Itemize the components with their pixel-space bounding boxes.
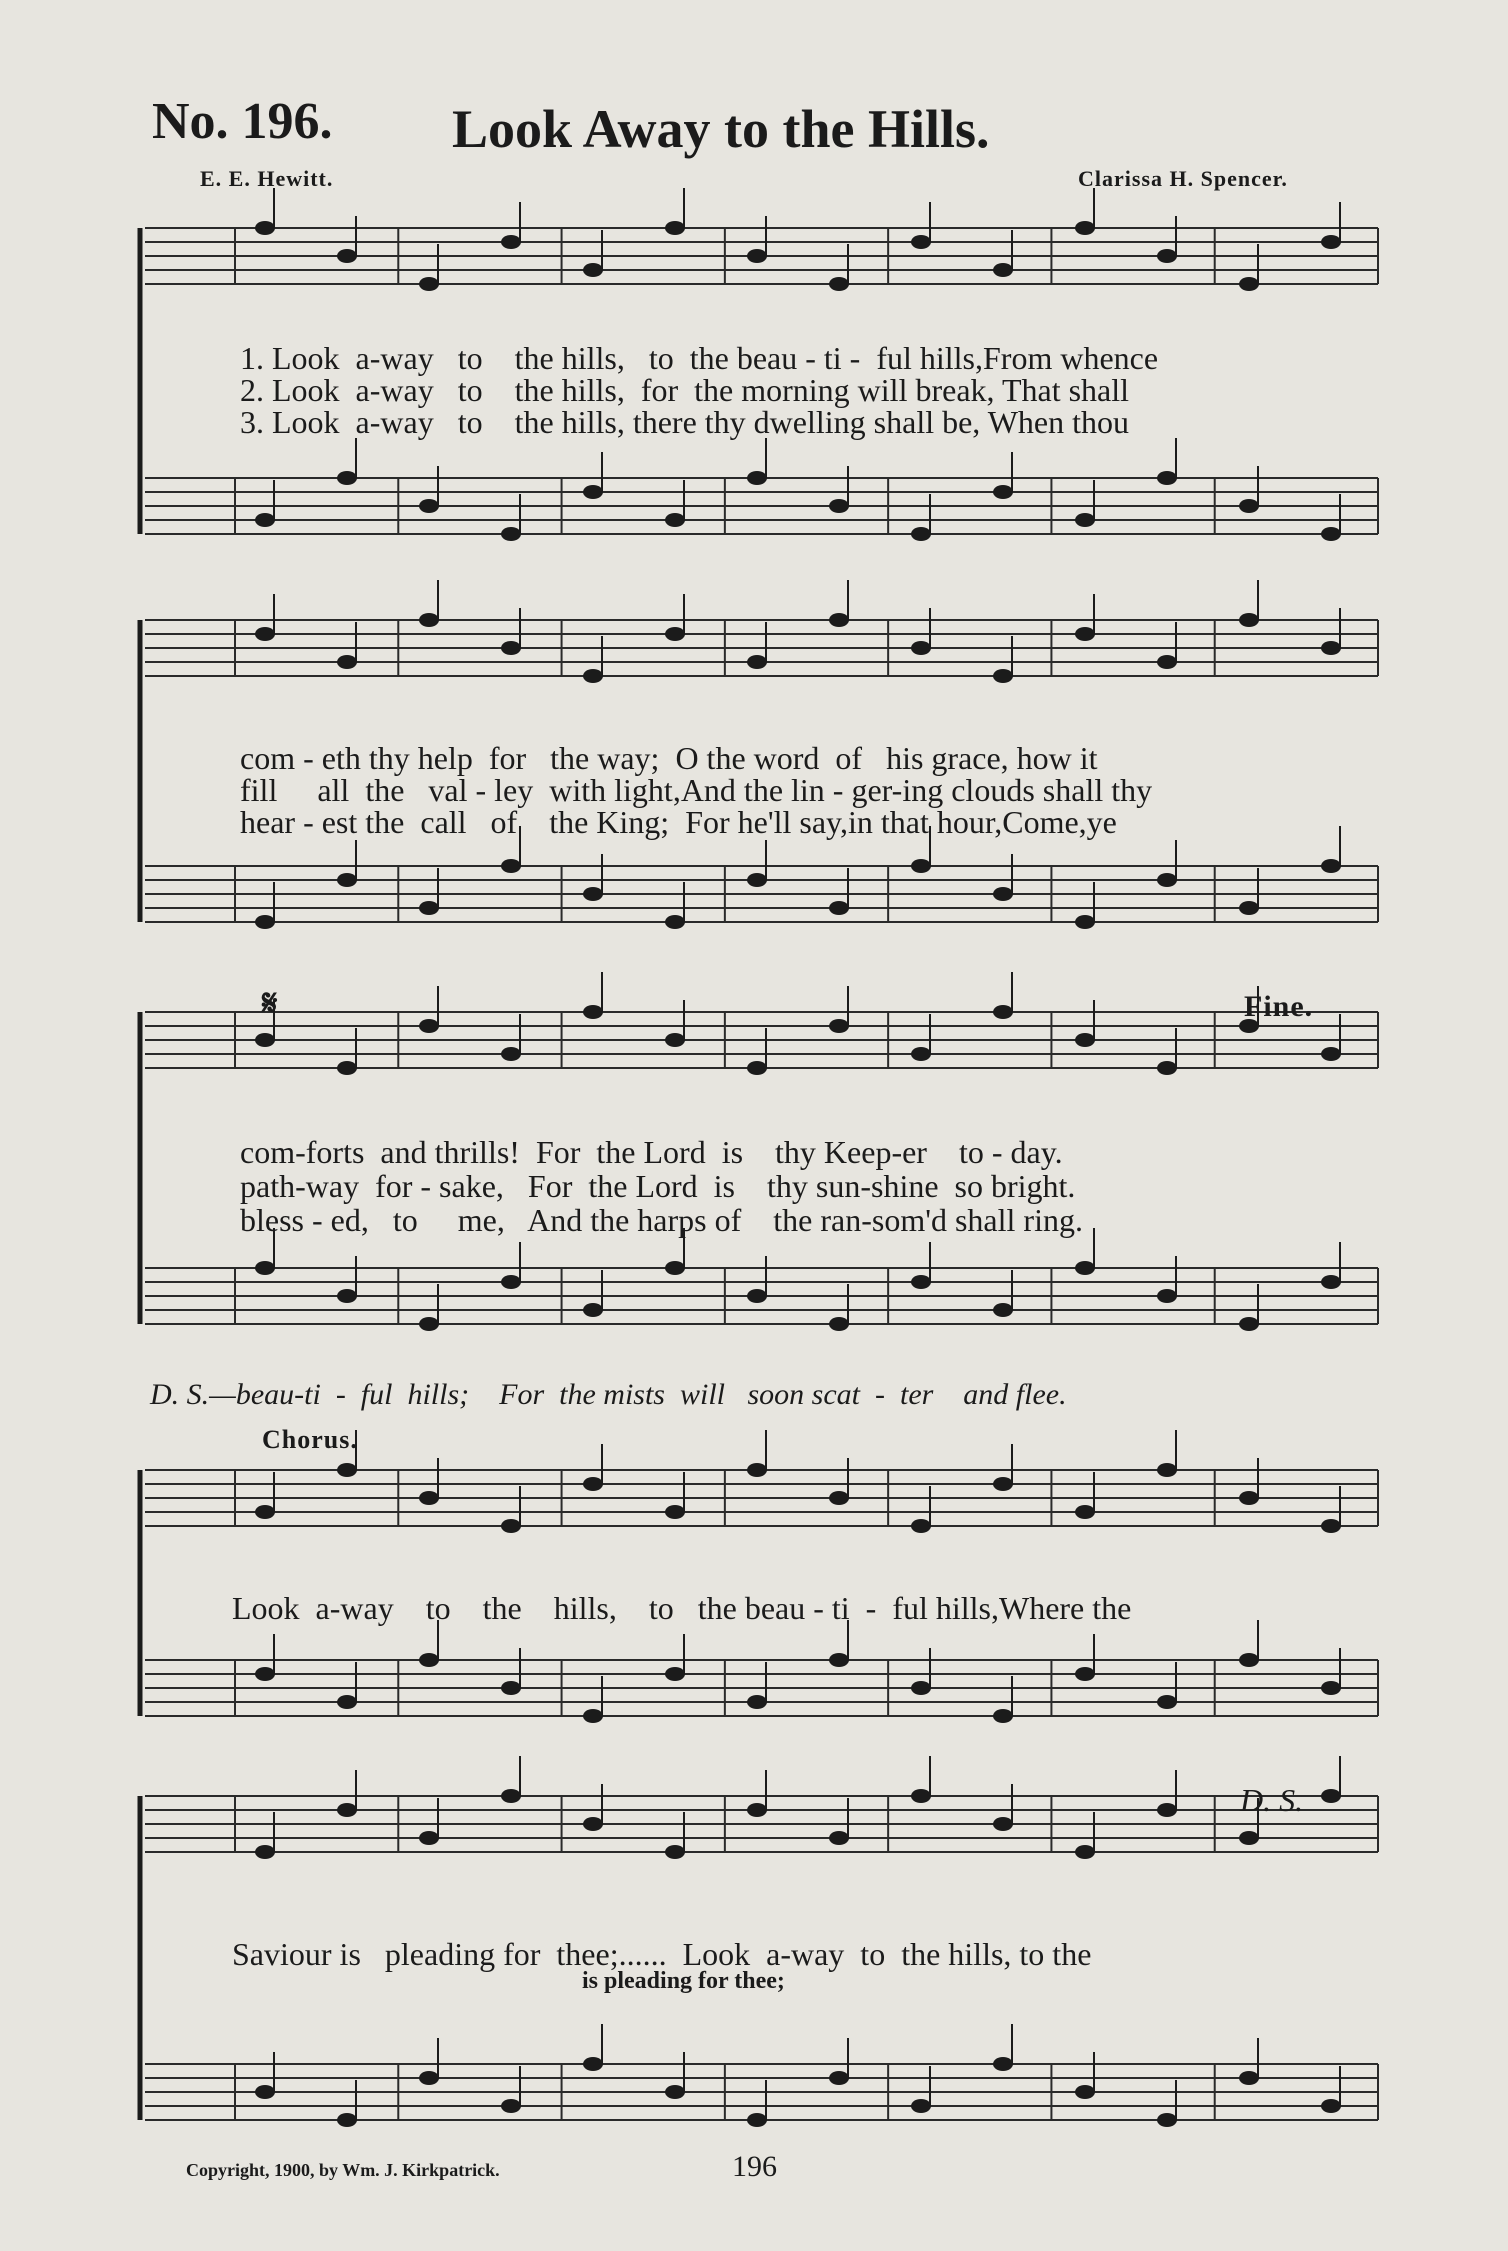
note-head [993,1303,1013,1317]
note-head [829,1019,849,1033]
note-head [665,513,685,527]
note-head [1157,1695,1177,1709]
note-head [1239,499,1259,513]
note-head [1157,1803,1177,1817]
note-head [747,2113,767,2127]
note-head [665,221,685,235]
note-head [337,2113,357,2127]
lyric-line: 2. Look a-way to the hills, for the morning will break, That shall [240,372,1130,408]
note-head [255,1505,275,1519]
note-head [1157,1463,1177,1477]
note-head [337,471,357,485]
note-head [419,2071,439,2085]
note-head [583,1817,603,1831]
note-head [665,915,685,929]
note-head [1321,641,1341,655]
note-head [501,235,521,249]
note-head [993,485,1013,499]
note-head [583,1477,603,1491]
note-head [747,471,767,485]
note-head [665,2085,685,2099]
note-head [1321,235,1341,249]
note-head [993,1817,1013,1831]
note-head [993,669,1013,683]
note-head [419,1019,439,1033]
note-head [1321,2099,1341,2113]
note-head [583,669,603,683]
note-head [665,1845,685,1859]
note-head [1321,527,1341,541]
note-head [829,2071,849,2085]
note-head [337,1061,357,1075]
note-head [419,1831,439,1845]
note-head [1075,1261,1095,1275]
note-head [419,901,439,915]
note-head [993,1005,1013,1019]
lyric-line: bless - ed, to me, And the harps of the ran-som'd shall ring. [240,1202,1083,1238]
note-head [1239,1831,1259,1845]
note-head [419,613,439,627]
note-head [419,1653,439,1667]
note-head [501,1275,521,1289]
hymn-number: No. 196. [152,93,333,150]
copyright-notice: Copyright, 1900, by Wm. J. Kirkpatrick. [186,2160,500,2180]
note-head [1157,1061,1177,1075]
note-head [1239,277,1259,291]
note-head [583,485,603,499]
lyricist-credit: E. E. Hewitt. [200,166,334,191]
note-head [1321,1275,1341,1289]
note-head [1239,613,1259,627]
note-head [583,1303,603,1317]
note-head [1075,1667,1095,1681]
note-head [993,2057,1013,2071]
note-head [1075,1505,1095,1519]
note-head [665,627,685,641]
note-head [911,1519,931,1533]
note-head [583,1709,603,1723]
page-number: 196 [732,2150,777,2183]
note-head [1157,471,1177,485]
note-head [747,1695,767,1709]
note-head [1157,1289,1177,1303]
note-head [747,1289,767,1303]
note-head [1321,859,1341,873]
note-head [337,873,357,887]
note-head [255,1667,275,1681]
note-head [1157,2113,1177,2127]
note-head [829,1653,849,1667]
note-head [993,887,1013,901]
note-head [255,1261,275,1275]
note-head [829,1317,849,1331]
note-head [255,2085,275,2099]
note-head [337,1803,357,1817]
note-head [829,499,849,513]
lyric-line: hear - est the call of the King; For he'll say,in that hour,Come,ye [240,804,1117,840]
note-head [993,1477,1013,1491]
note-head [583,1005,603,1019]
note-head [1075,1845,1095,1859]
note-head [1075,1033,1095,1047]
note-head [1157,249,1177,263]
fine-label: Fine. [1244,990,1314,1023]
note-head [911,1681,931,1695]
note-head [911,1789,931,1803]
note-head [993,263,1013,277]
note-head [911,235,931,249]
note-head [255,915,275,929]
note-head [501,1789,521,1803]
note-head [1239,901,1259,915]
lyric-line: com-forts and thrills! For the Lord is thy Keep-er to - day. [240,1134,1063,1170]
note-head [665,1667,685,1681]
alt-lyric-line: is pleading for thee; [582,1968,785,1994]
note-head [1075,627,1095,641]
note-head [911,859,931,873]
note-head [501,859,521,873]
note-head [747,249,767,263]
note-head [1239,2071,1259,2085]
ds-mark: D. S. [1240,1782,1304,1818]
note-head [255,1845,275,1859]
note-head [255,221,275,235]
note-head [747,1803,767,1817]
note-head [337,1463,357,1477]
note-head [1321,1519,1341,1533]
note-head [911,527,931,541]
note-head [1075,221,1095,235]
segno-mark: 𝄋 [262,983,278,1023]
note-head [501,1681,521,1695]
lyric-line: fill all the val - ley with light,And the lin - ger-ing clouds shall thy [240,772,1153,808]
note-head [1321,1681,1341,1695]
lyric-line: path-way for - sake, For the Lord is thy sun-shine so bright. [240,1168,1076,1204]
note-head [1239,1317,1259,1331]
note-head [255,513,275,527]
note-head [1157,873,1177,887]
note-head [1157,655,1177,669]
note-head [1239,1491,1259,1505]
note-head [829,613,849,627]
lyric-line: 1. Look a-way to the hills, to the beau - ti - ful hills,From whence [240,340,1159,376]
note-head [1075,513,1095,527]
composer-credit: Clarissa H. Spencer. [1078,166,1288,191]
chorus-label: Chorus. [262,1425,358,1454]
note-head [583,2057,603,2071]
note-head [1075,915,1095,929]
note-head [1075,2085,1095,2099]
note-head [911,1275,931,1289]
note-head [747,655,767,669]
note-head [337,1695,357,1709]
note-head [501,641,521,655]
lyric-line: 3. Look a-way to the hills, there thy dwelling shall be, When thou [240,404,1130,440]
note-head [911,1047,931,1061]
note-head [337,249,357,263]
lyric-line: Saviour is pleading for thee;...... Look a-way to the hills, to the [232,1936,1092,1972]
note-head [501,2099,521,2113]
note-head [255,1033,275,1047]
note-head [993,1709,1013,1723]
note-head [911,2099,931,2113]
note-head [583,887,603,901]
note-head [583,263,603,277]
note-head [1321,1789,1341,1803]
note-head [255,627,275,641]
lyric-line: Look a-way to the hills, to the beau - ti - ful hills,Where the [232,1590,1132,1626]
note-head [419,277,439,291]
note-head [829,901,849,915]
note-head [911,641,931,655]
note-head [747,1061,767,1075]
note-head [1239,1653,1259,1667]
note-head [419,1491,439,1505]
note-head [337,655,357,669]
note-head [747,1463,767,1477]
note-head [501,1519,521,1533]
note-head [501,527,521,541]
note-head [829,1491,849,1505]
note-head [1321,1047,1341,1061]
note-head [665,1505,685,1519]
note-head [829,1831,849,1845]
note-head [337,1289,357,1303]
note-head [747,873,767,887]
note-head [501,1047,521,1061]
lyric-line: com - eth thy help for the way; O the word of his grace, how it [240,740,1098,776]
note-head [665,1033,685,1047]
note-head [419,1317,439,1331]
note-head [665,1261,685,1275]
ds-lyric-line: D. S.—beau-ti - ful hills; For the mists will soon scat - ter and flee. [150,1378,1067,1411]
note-head [829,277,849,291]
note-head [419,499,439,513]
hymn-title: Look Away to the Hills. [452,99,990,159]
